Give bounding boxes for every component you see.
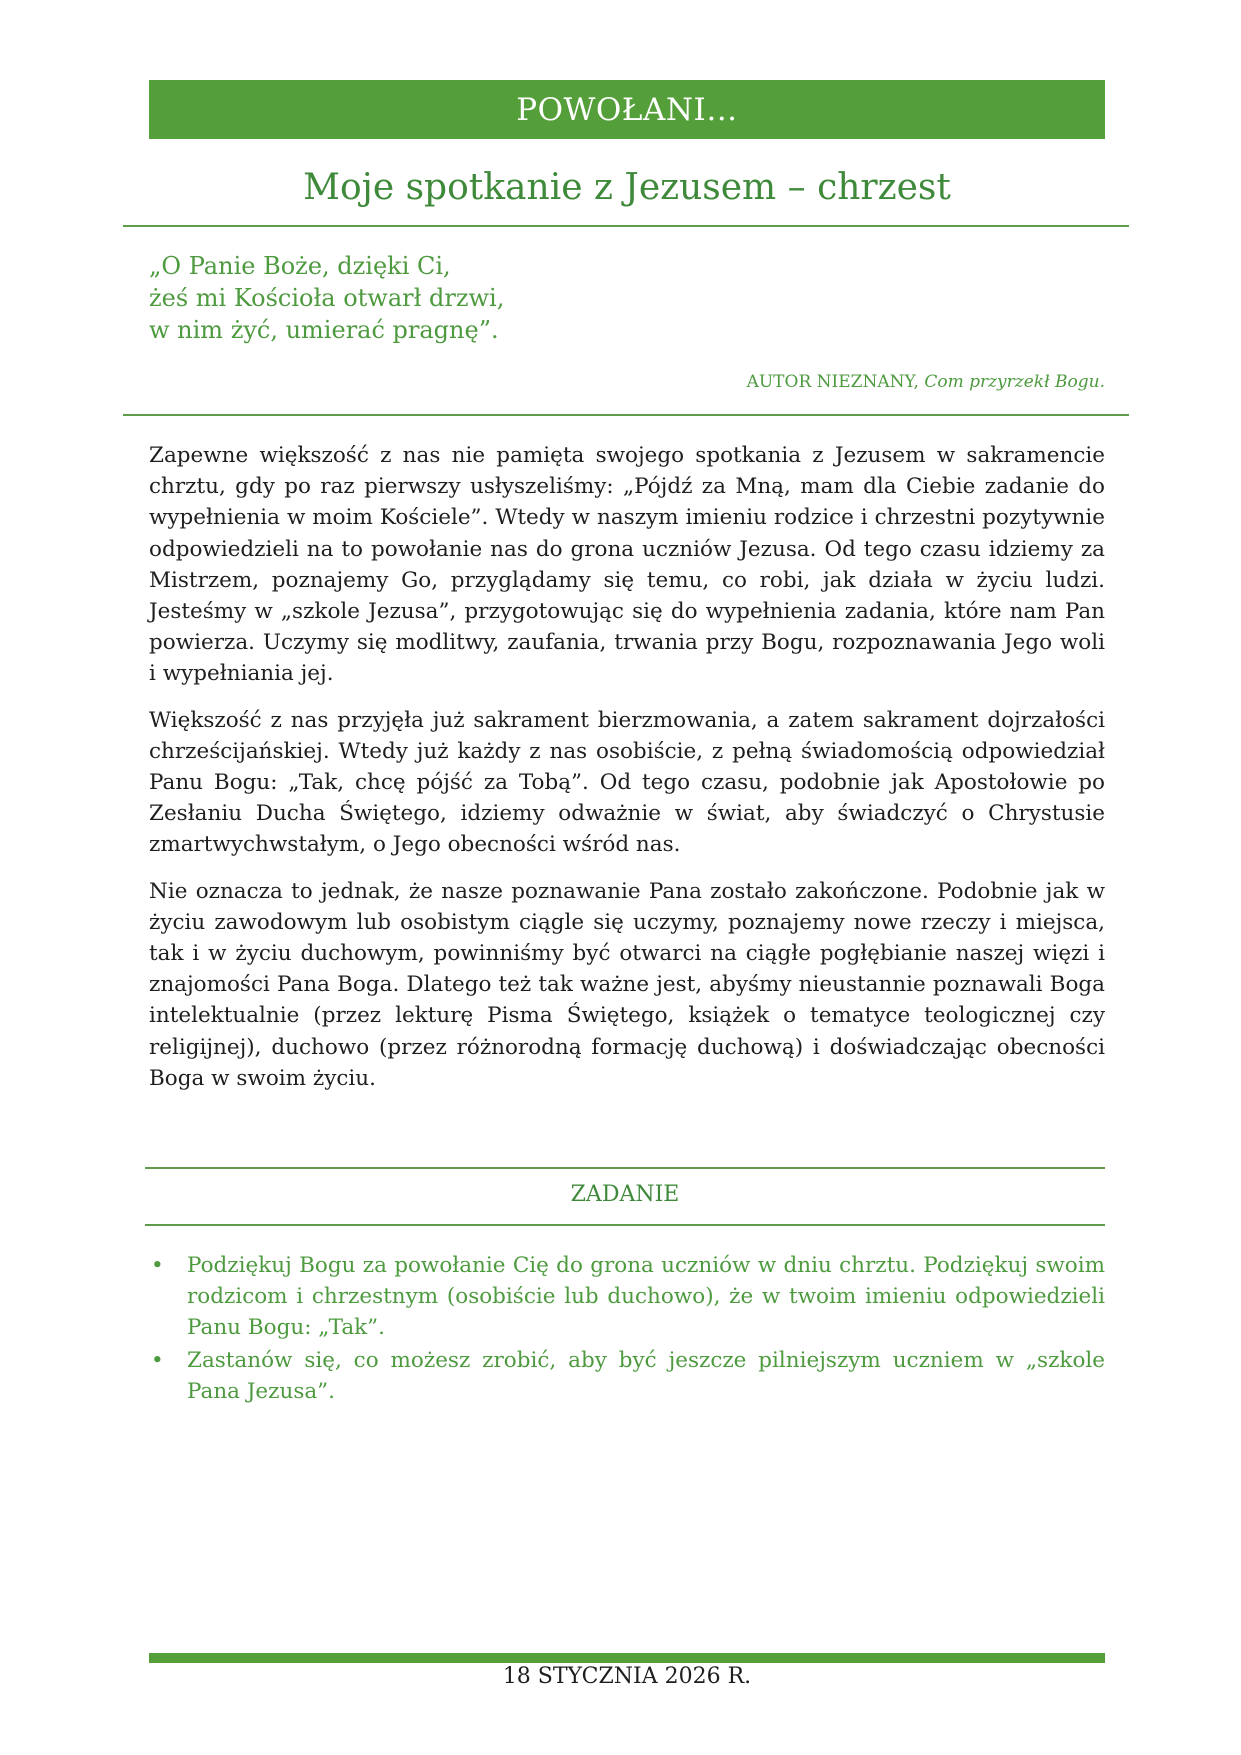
- banner-text: POWOŁANI…: [516, 91, 738, 128]
- body-paragraph: Zapewne większość z nas nie pamięta swojego spotkania z Jezusem w sakramencie chrztu, gdy po raz pierwszy usłyszeliśmy: „Pójdź za Mną, mam dla Ciebie zadanie do wypełnienia w moim Kościele”. Wtedy w naszym imieniu rodzice i chrzestni pozytywnie odpowiedzieli na to powołanie nas do grona uczniów Jezusa. Od tego czasu idziemy za Mistrzem, poznajemy Go, przyglądamy się temu, co robi, jak działa w życiu ludzi. Jesteśmy w „szkole Jezusa”, przygotowując się do wypełnienia zadania, które nam Pan powierza. Uczymy się modlitwy, zaufania, trwania przy Bogu, rozpoznawania Jego woli i wypełniania jej.: [149, 443, 1105, 687]
- task-bottom-divider: [145, 1224, 1105, 1226]
- title-divider: [123, 225, 1129, 227]
- task-list: [149, 1250, 1105, 1408]
- task-item-text: Zastanów się, co możesz zrobić, aby być jeszcze pilniejszym uczniem w „szkole Pana Jezusa”.: [187, 1347, 1105, 1404]
- attribution-work: Com przyrzekł Bogu.: [924, 372, 1105, 392]
- bullet-icon: •: [151, 1253, 164, 1278]
- task-item: [149, 1345, 1105, 1407]
- footer-date: 18 STYCZNIA 2026 R.: [502, 1664, 752, 1689]
- quote-attribution: [149, 370, 1105, 394]
- quote-line: żeś mi Kościoła otwarł drzwi,: [149, 284, 505, 312]
- attribution-author: AUTOR NIEZNANY,: [746, 372, 919, 392]
- quote-divider: [123, 414, 1129, 416]
- task-title: ZADANIE: [570, 1182, 680, 1207]
- page-title: Moje spotkanie z Jezusem – chrzest: [303, 167, 951, 208]
- task-item-text: Podziękuj Bogu za powołanie Cię do grona uczniów w dniu chrztu. Podziękuj swoim rodzicom i chrzestnym (osobiście lub duchowo), że w twoim imieniu odpowiedzieli Panu Bogu: „Tak”.: [187, 1253, 1105, 1341]
- quote-block: [149, 250, 849, 346]
- bullet-icon: •: [151, 1347, 164, 1373]
- quote-line: „O Panie Boże, dzięki Ci,: [149, 252, 451, 280]
- task-top-divider: [145, 1167, 1105, 1169]
- body-paragraph: Większość z nas przyjęła już sakrament bierzmowania, a zatem sakrament dojrzałości chrześcijańskiej. Wtedy już każdy z nas osobiście, z pełną świadomością odpowiedział Panu Bogu: „Tak, chcę pójść za Tobą”. Od tego czasu, podobnie jak Apostołowie po Zesłaniu Ducha Świętego, idziemy odważnie w świat, aby świadczyć o Chrystusie zmartwychwstałym, o Jego obecności wśród nas.: [149, 707, 1105, 858]
- header-banner: [149, 80, 1105, 139]
- quote-line: w nim żyć, umierać pragnę”.: [149, 316, 499, 344]
- task-item: [149, 1250, 1105, 1344]
- body-paragraph: Nie oznacza to jednak, że nasze poznawanie Pana zostało zakończone. Podobnie jak w życiu zawodowym lub osobistym ciągle się uczymy, poznajemy nowe rzeczy i miejsca, tak i w życiu duchowym, powinniśmy być otwarci na ciągłe pogłębianie naszej więzi i znajomości Pana Boga. Dlatego też tak ważne jest, abyśmy nieustannie poznawali Boga intelektualnie (przez lekturę Pisma Świętego, książek o tematyce teologicznej czy religijnej), duchowo (przez różnorodną formację duchową) i doświadczając obecności Boga w swoim życiu.: [149, 878, 1105, 1091]
- body-text: [149, 440, 1105, 1109]
